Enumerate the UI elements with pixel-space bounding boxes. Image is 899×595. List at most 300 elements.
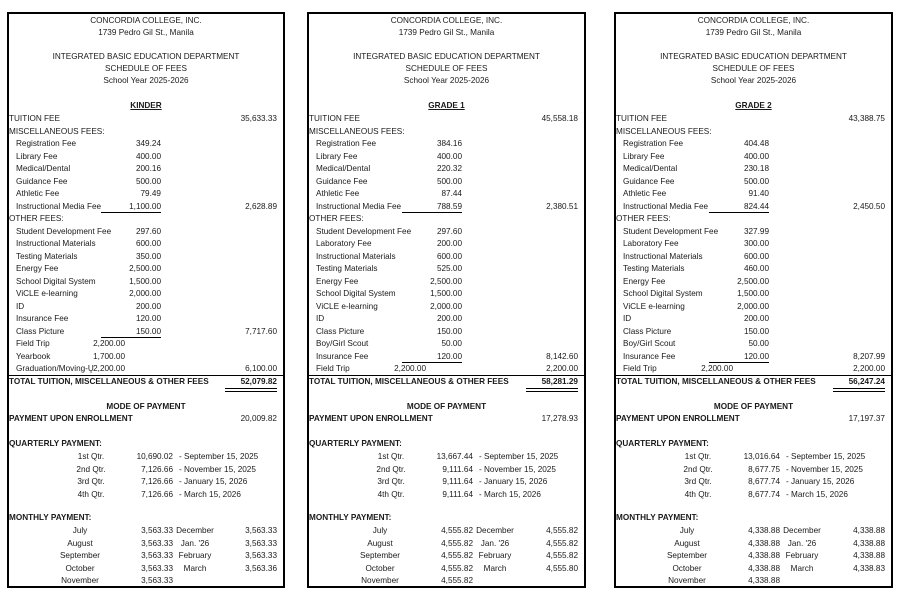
tuition-fee-row — [616, 113, 891, 125]
extra-fee-row — [309, 363, 584, 375]
quarterly-row — [616, 464, 891, 476]
quarterly-row — [616, 476, 891, 488]
extra-fee-row — [9, 363, 283, 375]
quarter-label: 2nd Qtr. — [376, 464, 406, 474]
fee-amount: 1,100.00 — [101, 201, 161, 213]
upon-enrollment-row — [616, 413, 891, 425]
quarterly-row — [309, 476, 584, 488]
fee-amount: 297.60 — [135, 226, 161, 236]
quarter-amount: 7,126.66 — [141, 464, 173, 474]
quarter-due-date: - September 15, 2025 — [179, 452, 259, 461]
monthly-heading — [309, 512, 584, 524]
fee-name: Class Picture — [623, 326, 672, 336]
extra-fee-row — [9, 351, 283, 363]
month-amount: 4,555.82 — [441, 538, 473, 548]
quarter-due-date: - March 15, 2026 — [786, 489, 848, 499]
fee-amount: 1,700.00 — [93, 351, 125, 361]
fee-name: Boy/Girl Scout — [316, 339, 369, 348]
fee-amount: 120.00 — [709, 351, 769, 363]
fee-name: Athletic Fee — [16, 189, 60, 198]
fee-amount: 150.00 — [436, 326, 462, 336]
mode-of-payment-label: MODE OF PAYMENT — [406, 402, 487, 411]
other-fees-heading — [309, 213, 584, 225]
other-fee-row — [309, 351, 584, 363]
tuition-fee-amount: 45,558.18 — [541, 114, 578, 123]
quarter-amount: 9,111.64 — [442, 489, 473, 499]
fee-name: Field Trip — [316, 364, 350, 373]
quarterly-row — [616, 489, 891, 501]
quarter-due-date: - September 15, 2025 — [786, 452, 866, 461]
grand-total-row — [309, 375, 584, 388]
tuition-fee-row — [309, 113, 584, 125]
extra-fees-subtotal: 2,200.00 — [546, 364, 578, 373]
upon-enrollment-row — [9, 413, 283, 425]
quarter-label: 2nd Qtr. — [76, 464, 106, 474]
month-label: July — [72, 526, 88, 535]
fee-amount: 1,500.00 — [737, 289, 769, 298]
month-amount: 4,338.88 — [853, 551, 885, 560]
other-fees-label: OTHER FEES: — [309, 214, 364, 223]
fee-name: Laboratory Fee — [623, 239, 679, 248]
quarter-due-date: - March 15, 2026 — [179, 489, 241, 499]
fee-amount: 600.00 — [436, 251, 462, 261]
fee-name: School Digital System — [316, 289, 396, 298]
month-amount: 4,555.82 — [441, 526, 473, 535]
quarter-amount: 10,690.02 — [136, 452, 173, 461]
quarter-due-date: - January 15, 2026 — [179, 477, 248, 486]
fee-name: ViCLE e-learning — [316, 301, 378, 311]
fee-amount: 230.18 — [743, 164, 769, 173]
quarterly-heading — [616, 438, 891, 450]
quarterly-label: QUARTERLY PAYMENT: — [9, 439, 102, 448]
fee-amount: 2,200.00 — [93, 364, 125, 373]
misc-fee-row — [616, 188, 891, 200]
other-fee-row — [9, 226, 283, 238]
quarterly-label: QUARTERLY PAYMENT: — [616, 439, 709, 448]
other-fee-row — [9, 326, 283, 338]
other-fee-row — [9, 276, 283, 288]
monthly-label: MONTHLY PAYMENT: — [309, 513, 392, 522]
fee-amount: 91.40 — [748, 189, 769, 198]
mode-of-payment-label: MODE OF PAYMENT — [713, 402, 794, 411]
school-name: CONCORDIA COLLEGE, INC. — [390, 16, 503, 25]
other-fee-row — [616, 313, 891, 325]
monthly-row — [9, 550, 283, 562]
misc-fee-row — [616, 151, 891, 163]
tuition-fee-amount: 43,388.75 — [848, 114, 885, 123]
fee-name: Instructional Materials — [623, 251, 703, 261]
fee-amount: 50.00 — [748, 339, 769, 348]
month-label: October — [65, 563, 95, 573]
fee-amount: 600.00 — [135, 239, 161, 248]
month-label: March — [483, 563, 507, 573]
quarter-amount: 9,111.64 — [442, 464, 473, 474]
other-fee-row — [9, 288, 283, 300]
misc-fees-label: MISCELLANEOUS FEES: — [616, 126, 712, 136]
fee-name: Testing Materials — [316, 264, 378, 273]
fee-amount: 2,000.00 — [430, 301, 462, 311]
month-amount: 4,555.82 — [546, 551, 578, 560]
fee-amount: 327.99 — [743, 226, 769, 236]
upon-enrollment-label: PAYMENT UPON ENROLLMENT — [9, 414, 133, 423]
fee-name: Library Fee — [623, 151, 665, 161]
fee-name: Library Fee — [16, 151, 58, 161]
misc-fee-row — [616, 138, 891, 150]
fee-name: Class Picture — [316, 326, 365, 336]
fee-amount: 788.59 — [402, 201, 462, 213]
monthly-row — [9, 525, 283, 537]
department-name: INTEGRATED BASIC EDUCATION DEPARTMENT — [52, 52, 240, 61]
fee-amount: 200.00 — [436, 314, 462, 323]
school-name: CONCORDIA COLLEGE, INC. — [90, 16, 202, 25]
quarter-label: 1st Qtr. — [684, 452, 712, 461]
fee-amount: 79.49 — [140, 189, 161, 198]
monthly-row — [309, 563, 584, 575]
fee-name: School Digital System — [623, 289, 703, 298]
fee-amount: 525.00 — [436, 264, 462, 273]
fee-amount: 50.00 — [441, 339, 462, 348]
fee-amount: 384.16 — [436, 139, 462, 148]
fee-amount: 2,000.00 — [129, 289, 161, 298]
misc-fee-row — [616, 176, 891, 188]
misc-fee-row — [9, 151, 283, 163]
school-year: School Year 2025-2026 — [403, 76, 490, 85]
month-amount: 4,338.83 — [853, 563, 885, 573]
month-amount: 4,338.88 — [748, 538, 780, 548]
quarterly-row — [309, 489, 584, 501]
quarterly-row — [9, 464, 283, 476]
quarter-due-date: - November 15, 2025 — [179, 464, 256, 474]
upon-enrollment-amount: 17,278.93 — [541, 414, 578, 423]
quarter-amount: 8,677.74 — [748, 489, 780, 499]
quarterly-label: QUARTERLY PAYMENT: — [309, 439, 402, 448]
grand-total-amount: 58,281.29 — [541, 376, 578, 386]
monthly-heading — [9, 512, 283, 524]
tuition-fee-row — [9, 113, 283, 125]
month-amount: 4,338.88 — [853, 526, 885, 535]
month-amount: 4,555.82 — [546, 526, 578, 535]
quarterly-row — [9, 489, 283, 501]
quarter-label: 4th Qtr. — [684, 489, 712, 499]
double-underline — [833, 388, 885, 392]
fee-name: Medical/Dental — [316, 164, 371, 173]
other-fee-row — [309, 276, 584, 288]
misc-fees-heading — [616, 126, 891, 138]
other-fee-row — [616, 263, 891, 275]
quarter-amount: 13,016.64 — [743, 452, 780, 461]
fee-amount: 1,500.00 — [430, 289, 462, 298]
upon-enrollment-label: PAYMENT UPON ENROLLMENT — [309, 414, 433, 423]
grand-total-row — [9, 375, 283, 388]
quarter-due-date: - November 15, 2025 — [479, 464, 556, 474]
monthly-label: MONTHLY PAYMENT: — [616, 513, 699, 522]
other-fee-row — [309, 238, 584, 250]
quarter-label: 3rd Qtr. — [377, 477, 405, 486]
school-address: 1739 Pedro Gil St., Manila — [705, 28, 802, 37]
quarterly-row — [309, 451, 584, 463]
fee-amount: 349.24 — [135, 139, 161, 148]
mode-of-payment-label: MODE OF PAYMENT — [106, 402, 186, 411]
month-amount: 3,563.33 — [245, 526, 277, 535]
month-label: Jan. '26 — [787, 538, 817, 548]
extra-fee-row — [9, 338, 283, 350]
month-amount: 3,563.36 — [245, 563, 277, 573]
month-label: Jan. '26 — [180, 538, 210, 548]
other-fee-row — [309, 338, 584, 350]
grand-total-label: TOTAL TUITION, MISCELLANEOUS & OTHER FEES — [9, 376, 209, 386]
upon-enrollment-row — [309, 413, 584, 425]
fee-name: Energy Fee — [316, 276, 359, 286]
fee-amount: 150.00 — [743, 326, 769, 336]
grade-level-label: GRADE 2 — [735, 101, 772, 110]
fee-name: Testing Materials — [16, 251, 78, 261]
quarter-label: 4th Qtr. — [377, 489, 405, 499]
other-fees-subtotal: 8,207.99 — [853, 351, 885, 361]
grand-total-amount: 56,247.24 — [848, 376, 885, 386]
month-amount: 4,555.80 — [546, 563, 578, 573]
fee-name: Field Trip — [16, 339, 50, 348]
other-fee-row — [309, 288, 584, 300]
quarter-label: 2nd Qtr. — [683, 464, 713, 474]
month-label: July — [372, 526, 388, 535]
fee-name: Energy Fee — [16, 264, 59, 273]
grade-level-label: GRADE 1 — [428, 101, 465, 110]
month-label: November — [361, 576, 399, 585]
month-amount: 3,563.33 — [141, 563, 173, 573]
monthly-label: MONTHLY PAYMENT: — [9, 513, 92, 522]
fee-amount: 120.00 — [402, 351, 462, 363]
quarterly-row — [309, 464, 584, 476]
grade-level-title — [9, 100, 283, 112]
fee-name: Laboratory Fee — [316, 239, 372, 248]
month-label: February — [785, 551, 819, 560]
school-address: 1739 Pedro Gil St., Manila — [398, 28, 495, 37]
month-label: February — [178, 551, 212, 560]
fee-amount: 350.00 — [135, 251, 161, 261]
month-amount: 4,555.82 — [441, 551, 473, 560]
fee-name: Insurance Fee — [623, 351, 676, 361]
misc-fee-row — [9, 188, 283, 200]
fee-amount: 460.00 — [743, 264, 769, 273]
misc-fees-label: MISCELLANEOUS FEES: — [309, 126, 405, 136]
fee-name: Instructional Media Fee — [623, 201, 709, 211]
quarter-label: 1st Qtr. — [377, 452, 405, 461]
school-address: 1739 Pedro Gil St., Manila — [98, 28, 194, 37]
fee-name: Graduation/Moving-U̧ — [16, 364, 94, 373]
fee-amount: 220.32 — [436, 164, 462, 173]
other-fee-row — [616, 276, 891, 288]
other-fee-row — [616, 326, 891, 338]
quarter-label: 3rd Qtr. — [77, 477, 105, 486]
misc-fee-row — [309, 163, 584, 175]
monthly-row — [309, 538, 584, 550]
monthly-row — [9, 563, 283, 575]
quarter-amount: 13,667.44 — [436, 452, 473, 461]
month-label: December — [176, 526, 214, 535]
fee-name: Instructional Media Fee — [16, 201, 102, 211]
document-title: SCHEDULE OF FEES — [712, 64, 795, 73]
quarter-due-date: - March 15, 2026 — [479, 489, 541, 499]
misc-fee-row — [309, 138, 584, 150]
fee-amount: 200.00 — [135, 301, 161, 311]
month-label: March — [183, 563, 207, 573]
quarter-label: 4th Qtr. — [77, 489, 105, 499]
fee-schedule-grade-2 — [614, 12, 893, 588]
misc-fee-row — [9, 163, 283, 175]
other-fee-row — [616, 226, 891, 238]
fee-name: Testing Materials — [623, 264, 685, 273]
double-underline — [526, 388, 578, 392]
fee-name: Field Trip — [623, 364, 657, 373]
fee-name: ID — [316, 314, 325, 323]
tuition-fee-label: TUITION FEE — [616, 114, 667, 123]
fee-name: ID — [623, 314, 632, 323]
month-amount: 4,338.88 — [748, 551, 780, 560]
fee-amount: 2,500.00 — [737, 276, 769, 286]
mode-of-payment-heading — [9, 401, 283, 413]
month-label: August — [674, 538, 700, 548]
department-name: INTEGRATED BASIC EDUCATION DEPARTMENT — [660, 52, 847, 61]
document-title: SCHEDULE OF FEES — [105, 64, 187, 73]
fee-amount: 200.00 — [743, 314, 769, 323]
grand-total-label: TOTAL TUITION, MISCELLANEOUS & OTHER FEES — [309, 376, 509, 386]
month-label: October — [365, 563, 395, 573]
monthly-row — [616, 563, 891, 575]
tuition-fee-label: TUITION FEE — [309, 114, 360, 123]
monthly-heading — [616, 512, 891, 524]
fee-amount: 2,500.00 — [430, 276, 462, 286]
misc-fees-subtotal: 2,450.50 — [853, 201, 885, 211]
extra-fee-row — [616, 363, 891, 375]
quarter-label: 1st Qtr. — [77, 452, 105, 461]
month-amount: 4,555.82 — [546, 538, 578, 548]
month-label: November — [61, 576, 99, 585]
fee-name: Yearbook — [16, 351, 51, 361]
misc-fee-row — [9, 176, 283, 188]
quarterly-row — [616, 451, 891, 463]
fee-name: Instructional Materials — [316, 251, 396, 261]
fee-amount: 500.00 — [135, 176, 161, 186]
fee-amount: 2,200.00 — [701, 364, 733, 373]
monthly-row — [616, 550, 891, 562]
grade-level-title — [309, 100, 584, 112]
fee-name: Guidance Fee — [623, 176, 675, 186]
misc-fee-row — [9, 201, 283, 213]
other-fees-heading — [9, 213, 283, 225]
tuition-fee-amount: 35,633.33 — [240, 114, 277, 123]
fee-amount: 500.00 — [436, 176, 462, 186]
month-amount: 4,338.88 — [748, 563, 780, 573]
quarter-amount: 9,111.64 — [442, 477, 473, 486]
month-label: December — [476, 526, 514, 535]
fee-name: Medical/Dental — [16, 164, 71, 173]
grand-total-label: TOTAL TUITION, MISCELLANEOUS & OTHER FEES — [616, 376, 816, 386]
fee-amount: 2,200.00 — [394, 364, 426, 373]
other-fees-subtotal: 7,717.60 — [245, 326, 277, 336]
other-fee-row — [616, 301, 891, 313]
fee-amount: 200.00 — [436, 239, 462, 248]
quarterly-heading — [9, 438, 283, 450]
month-amount: 3,563.33 — [141, 538, 173, 548]
fee-name: Student Development Fee — [16, 226, 112, 236]
other-fee-row — [309, 301, 584, 313]
fee-amount: 400.00 — [135, 151, 161, 161]
other-fee-row — [9, 238, 283, 250]
fee-name: ViCLE e-learning — [16, 289, 78, 298]
fee-name: Instructional Media Fee — [316, 201, 402, 211]
fee-name: Athletic Fee — [316, 189, 360, 198]
tuition-fee-label: TUITION FEE — [9, 114, 60, 123]
fee-name: Library Fee — [316, 151, 358, 161]
month-amount: 3,563.33 — [245, 538, 277, 548]
fee-amount: 297.60 — [436, 226, 462, 236]
fee-name: ID — [16, 301, 25, 311]
monthly-row — [616, 525, 891, 537]
monthly-row — [309, 550, 584, 562]
monthly-row — [309, 525, 584, 537]
quarter-amount: 8,677.74 — [748, 477, 780, 486]
fee-name: Guidance Fee — [316, 176, 368, 186]
fee-amount: 200.16 — [135, 164, 161, 173]
monthly-row — [9, 538, 283, 550]
quarter-due-date: - November 15, 2025 — [786, 464, 863, 474]
fee-name: Boy/Girl Scout — [623, 339, 676, 348]
mode-of-payment-heading — [309, 401, 584, 413]
other-fee-row — [9, 313, 283, 325]
fee-name: Student Development Fee — [623, 226, 719, 236]
fee-amount: 87.44 — [441, 189, 462, 198]
fee-name: Athletic Fee — [623, 189, 667, 198]
month-amount: 4,555.82 — [441, 563, 473, 573]
misc-fees-label: MISCELLANEOUS FEES: — [9, 126, 105, 136]
fee-amount: 120.00 — [135, 314, 161, 323]
other-fee-row — [309, 313, 584, 325]
other-fee-row — [616, 251, 891, 263]
other-fee-row — [616, 338, 891, 350]
misc-fee-row — [616, 201, 891, 213]
fee-name: Registration Fee — [16, 139, 77, 148]
fee-amount: 2,200.00 — [93, 339, 125, 348]
fee-schedule-grade-1 — [307, 12, 586, 588]
fee-name: Registration Fee — [623, 139, 684, 148]
month-label: July — [679, 526, 695, 535]
misc-fees-heading — [9, 126, 283, 138]
other-fee-row — [616, 351, 891, 363]
grand-total-row — [616, 375, 891, 388]
fee-amount: 150.00 — [101, 326, 161, 338]
fee-name: Student Development Fee — [316, 226, 412, 236]
double-underline — [225, 388, 277, 392]
grand-total-amount: 52,079.82 — [240, 376, 277, 386]
month-amount: 3,563.33 — [141, 551, 173, 560]
other-fees-label: OTHER FEES: — [616, 214, 671, 223]
extra-fees-subtotal: 2,200.00 — [853, 364, 885, 373]
other-fees-subtotal: 8,142.60 — [546, 351, 578, 361]
other-fee-row — [9, 301, 283, 313]
month-label: February — [478, 551, 512, 560]
fee-amount: 500.00 — [743, 176, 769, 186]
fee-amount: 600.00 — [743, 251, 769, 261]
fee-name: Instructional Materials — [16, 239, 96, 248]
month-label: December — [783, 526, 821, 535]
extra-fees-subtotal: 6,100.00 — [245, 364, 277, 373]
fee-name: Class Picture — [16, 326, 65, 336]
quarterly-row — [9, 451, 283, 463]
fee-name: Medical/Dental — [623, 164, 678, 173]
monthly-row — [616, 575, 891, 587]
other-fee-row — [616, 238, 891, 250]
quarter-due-date: - January 15, 2026 — [786, 477, 855, 486]
